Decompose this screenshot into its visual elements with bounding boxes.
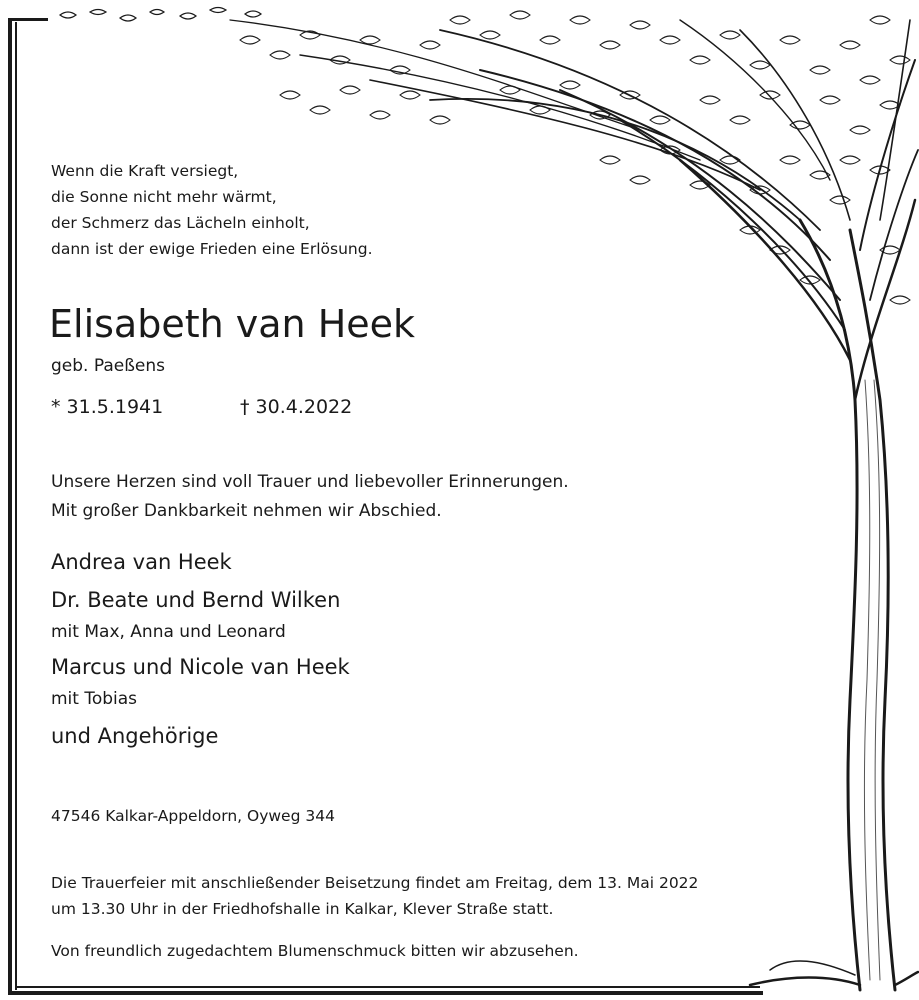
deceased-name: Elisabeth van Heek [49, 302, 416, 346]
message-line: Mit großer Dankbarkeit nehmen wir Abschied. [51, 501, 442, 521]
poem-line: der Schmerz das Lächeln einholt, [51, 214, 310, 232]
birth-date: * 31.5.1941 [51, 396, 164, 418]
mourner-name: Andrea van Heek [51, 550, 232, 574]
service-line: um 13.30 Uhr in der Friedhofshalle in Kalkar, Klever Straße statt. [51, 900, 554, 918]
message-line: Unsere Herzen sind voll Trauer und liebevoller Erinnerungen. [51, 472, 569, 492]
mourner-name: und Angehörige [51, 724, 219, 748]
mourner-name: Marcus und Nicole van Heek [51, 655, 350, 679]
service-info [51, 870, 698, 922]
mourner-name: Dr. Beate und Bernd Wilken [51, 588, 341, 612]
flowers-note: Von freundlich zugedachtem Blumenschmuck bitten wir abzusehen. [51, 942, 579, 960]
service-line: Die Trauerfeier mit anschließender Beisetzung findet am Freitag, dem 13. Mai 2022 [51, 874, 699, 892]
mourner-children: mit Tobias [51, 689, 138, 709]
mourner-children: mit Max, Anna und Leonard [51, 622, 286, 642]
address: 47546 Kalkar-Appeldorn, Oyweg 344 [51, 807, 335, 825]
poem-line: dann ist der ewige Frieden eine Erlösung. [51, 240, 373, 258]
poem-line: die Sonne nicht mehr wärmt, [51, 188, 277, 206]
poem-line: Wenn die Kraft versiegt, [51, 162, 239, 180]
maiden-name: geb. Paeßens [51, 356, 166, 376]
poem [51, 158, 373, 262]
death-date: † 30.4.2022 [240, 396, 353, 418]
farewell-message [51, 468, 569, 526]
